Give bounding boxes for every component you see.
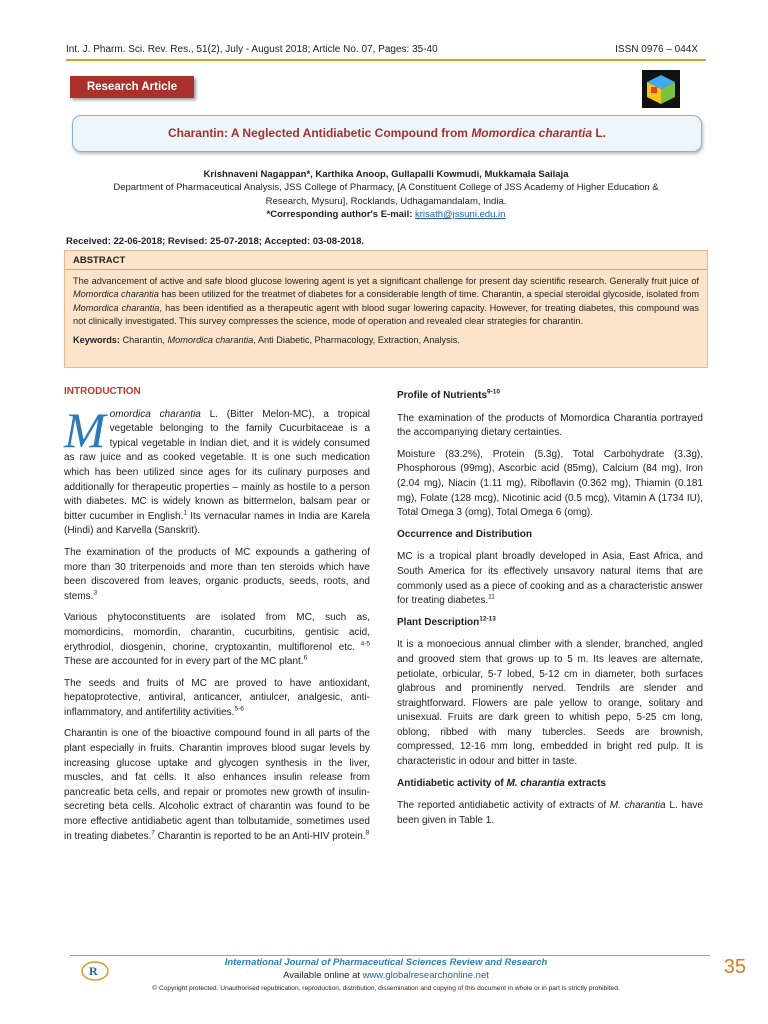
profile-nutrients-heading: Profile of Nutrients$^{9-10}$ xyxy=(397,388,501,401)
page-number: 35 xyxy=(723,956,746,978)
author-list: Krishnaveni Nagappan*, Karthika Anoop, Gullapalli Kowmudi, Mukkamala Sailaja xyxy=(203,169,569,180)
article-title: Charantin: A Neglected Antidiabetic Compound from Momordica charantia L. xyxy=(167,126,607,140)
drop-cap: M xyxy=(64,401,106,458)
right-column xyxy=(397,385,703,835)
abstract-box xyxy=(64,250,708,368)
keywords: Keywords: Charantin, Momordica charantia, Anti Diabetic, Pharmacology, Extraction, Analysis. xyxy=(73,334,460,345)
abstract-text: The advancement of active and safe blood glucose lowering agent is yet a significant challenge for present day scientific research. Generally fruit juice of Momordica charantia has been utilized for the treatmet of diabetes for a considerable length of time. Charantin, a special steroidal glycoside, isolated from Momordica charantia, has been identified as a therapeutic agent with blood sugar lowering capacity. However, for treating diabetes, this compound was not clinically investigated. This survey compresses the science, mode of operation and revealed clear strategies for charantin. xyxy=(73,276,699,327)
intro-paragraph-4: The seeds and fruits of MC are proved to have antioxidant, hepatoprotective, antiviral, anticancer, antiulcer, analgesic, anti-inflammatory, and antifertility activities.$^{5-6}$ xyxy=(64,677,370,718)
intro-paragraph-1: Momordica charantia L. (Bitter Melon-MC), a tropical vegetable belonging to the family Cucurbitaceae is a typical vegetable in Indian diet, and it is widely consumed as raw juice and as cooked vegetable. It is one such medication which has been utilized since ages for its culinary purposes and additionally for therapeutic properties – mainly as hostile to a person with diabetes. MC is widely known as bittermelon, balsam pear or bitter cucumber in English.$^1$ Its vernacular names in India are Karela (Hindi) and Karvella (Sanskrit). xyxy=(64,401,370,537)
intro-paragraph-2: The examination of the products of MC expounds a gathering of more than 30 triterpenoids and more than ten steroids which have been discovered from leaves, organic products, seeds, roots, and stems.$^3$ xyxy=(64,546,370,602)
nutrients-intro: The examination of the products of Momordica Charantia portrayed the accompanying dietary certainties. xyxy=(397,412,703,439)
header-issn: ISSN 0976 – 044X xyxy=(615,44,698,55)
introduction-heading: INTRODUCTION xyxy=(64,386,141,397)
plant-description-paragraph: It is a monoecious annual climber with a slender, branched, angled and grooved stem that grows up to 5 m. Its leaves are alternate, petiolate, orbicular, 5-7 lobed, 5-12 cm in diameter, both surfaces glabrous and prominently nerved. Tendrils are slender and straightforward. Flowers are pale yellow to orange, solitary and unisexual. Fruits are dark green to whitish pepo, 5-25 cm long, oblong, ribbed with many tubercles. Seeds are brownish, compressed, 12-16 mm long, embedded in bright red pulp. It is characteristic in odour and bitter in taste. xyxy=(397,639,703,768)
email-link[interactable]: krisath@jssuni.edu.in xyxy=(415,209,506,220)
footer-divider xyxy=(70,955,710,956)
footer-journal-name: International Journal of Pharmaceutical Sciences Review and Research xyxy=(224,957,548,968)
title-box xyxy=(72,115,702,152)
abstract-divider xyxy=(65,269,707,270)
header-divider xyxy=(66,59,706,61)
article-dates: Received: 22-06-2018; Revised: 25-07-2018; Accepted: 03-08-2018. xyxy=(66,236,365,247)
antidiabetic-paragraph: The reported antidiabetic activity of extracts of M. charantia L. have been given in Table 1. xyxy=(397,800,703,826)
intro-paragraph-3: Various phytoconstituents are isolated from MC, such as, momordicins, momordin, charantin, cucurbitins, gentisic acid, erythrodiol, diosgenin, chorine, cryptoxantin, multiflorenol etc. $^{4-5}$ These are accounted for in every part of the MC plant.$^6$ xyxy=(64,612,370,668)
affiliation: Department of Pharmaceutical Analysis, JSS College of Pharmacy, [A Constituent College of JSS Academy of Higher Education & Research, Mysuru], Rocklands, Udhagamandalam, India. *Corresponding author's E-mail: krisath@jssuni.edu.in xyxy=(113,182,659,220)
occurrence-paragraph: MC is a tropical plant broadly developed in Asia, East Africa, and South America for its effectively unsavory natural items that are commonly used as a piece of cooking and as a characteristic answer for treating diabetes.$^{11}$ xyxy=(397,551,703,607)
journal-cube-logo-icon xyxy=(642,70,680,108)
svg-text:R: R xyxy=(89,964,98,978)
nutrients-list: Moisture (83.2%), Protein (5.3g), Total Carbohydrate (3.3g), Phosphorous (99mg), Ascorbic acid (85mg), Calcium (84 mg), Iron (2.04 mg), Niacin (1.11 mg), Riboflavin (0.362 mg), Thiamin (0.181 mg), Folate (128 mcg), Nicotinic acid (0.5 mcg), Vitamin A (1734 IU), Total Omega 3 (omg), Total Omega 6 (omg). xyxy=(397,448,703,519)
article-type-banner: Research Article xyxy=(70,76,194,98)
abstract-heading: ABSTRACT xyxy=(73,255,126,266)
antidiabetic-heading: Antidiabetic activity of M. charantia extracts xyxy=(397,777,606,789)
left-column xyxy=(64,385,370,851)
plant-description-heading: Plant Description$^{12-13}$ xyxy=(397,615,496,628)
footer-copyright: © Copyright protected. Unauthorised republication, reproduction, distribution, dissemination and copying of this document in whole or in part is strictly prohibited. xyxy=(152,985,620,992)
journal-website-link[interactable]: www.globalresearchonline.net xyxy=(362,970,489,981)
footer-availability: Available online at www.globalresearchonline.net xyxy=(283,970,489,981)
header-citation: Int. J. Pharm. Sci. Rev. Res., 51(2), July - August 2018; Article No. 07, Pages: 35-40 xyxy=(66,44,438,55)
occurrence-heading: Occurrence and Distribution xyxy=(397,528,533,540)
intro-paragraph-5: Charantin is one of the bioactive compound found in all parts of the plant especially in fruits. Charantin improves blood sugar levels by increasing glucose uptake and glycogen synthesis in the liver, muscles, and fat cells. It also enhances insulin release from pancreatic beta cells, and repair or promotes new growth of insulin-secreting beta cells. Alcoholic extract of charantin was found to be more effective antidiabetic agent than tolbutamide, sometimes used in treating diabetes.$^7$ Charantin is reported to be an Anti-HIV protein.$^8$ xyxy=(64,728,370,842)
